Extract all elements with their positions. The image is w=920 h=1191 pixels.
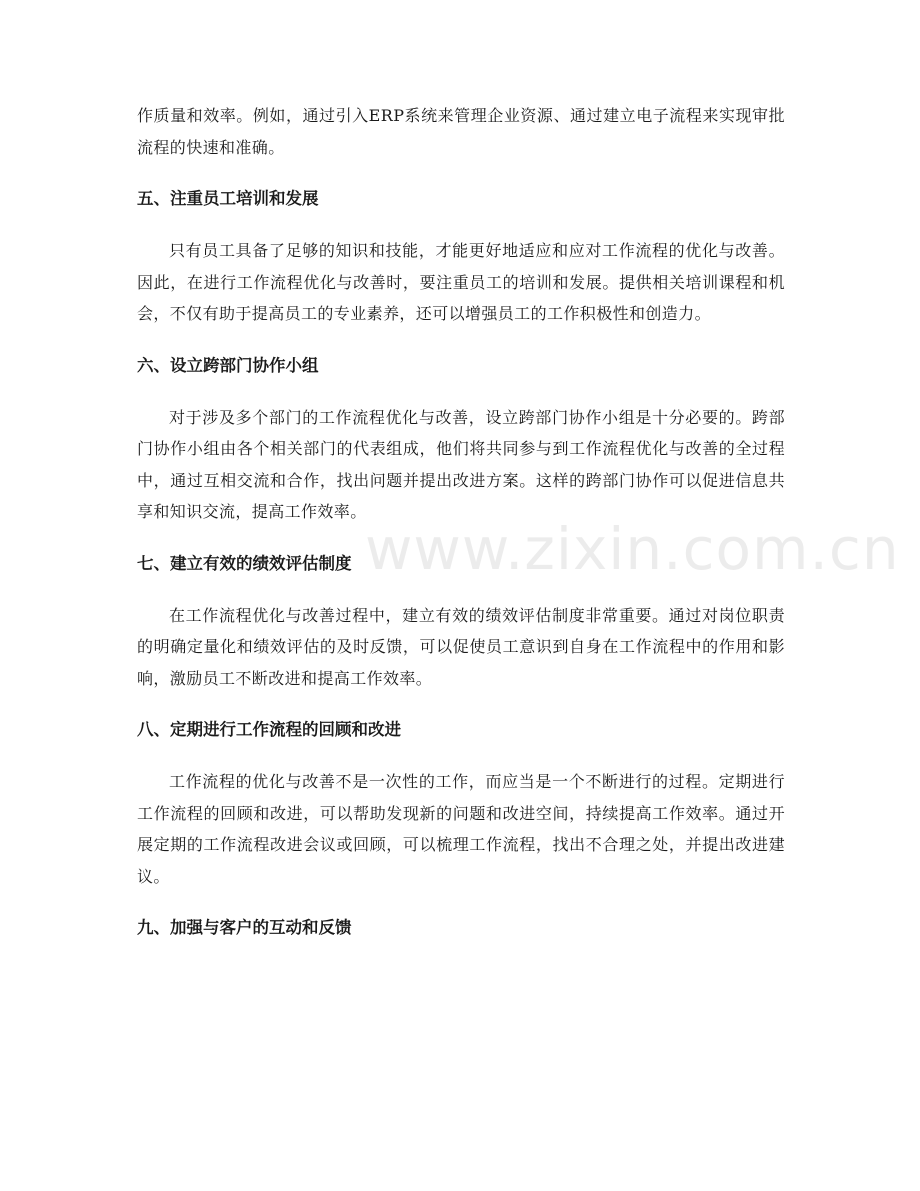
section-paragraph-5: 只有员工具备了足够的知识和技能，才能更好地适应和应对工作流程的优化与改善。因此，在进行工作流程优化与改善时，要注重员工的培训和发展。提供相关培训课程和机会，不仅有助于提高员工的专业素养，还可以增强员工的工作积极性和创造力。 <box>137 241 785 323</box>
section-heading-6: 六、设立跨部门协作小组 <box>137 355 319 375</box>
intro-paragraph: 作质量和效率。例如，通过引入ERP系统来管理企业资源、通过建立电子流程来实现审批流程的快速和准确。 <box>137 106 785 157</box>
section-heading-9: 九、加强与客户的互动和反馈 <box>137 918 352 937</box>
document-page <box>137 100 785 940</box>
section-heading-5: 五、注重员工培训和发展 <box>137 189 319 208</box>
section-paragraph-8: 工作流程的优化与改善不是一次性的工作，而应当是一个不断进行的过程。定期进行工作流程的回顾和改进，可以帮助发现新的问题和改进空间，持续提高工作效率。通过开展定期的工作流程改进会议或回顾，可以梳理工作流程，找出不合理之处，并提出改进建议。 <box>137 772 785 886</box>
watermark: www.zixin.com.cn <box>365 515 900 583</box>
section-heading-7: 七、建立有效的绩效评估制度 <box>137 553 352 573</box>
section-paragraph-6: 对于涉及多个部门的工作流程优化与改善，设立跨部门协作小组是十分必要的。跨部门协作小组由各个相关部门的代表组成，他们将共同参与到工作流程优化与改善的全过程中，通过互相交流和合作，找出问题并提出改进方案。这样的跨部门协作可以促进信息共享和知识交流，提高工作效率。 <box>137 407 785 521</box>
section-paragraph-7: 在工作流程优化与改善过程中，建立有效的绩效评估制度非常重要。通过对岗位职责的明确定量化和绩效评估的及时反馈，可以促使员工意识到自身在工作流程中的作用和影响，激励员工不断改进和提高工作效率。 <box>137 605 785 688</box>
section-heading-8: 八、定期进行工作流程的回顾和改进 <box>137 720 401 739</box>
